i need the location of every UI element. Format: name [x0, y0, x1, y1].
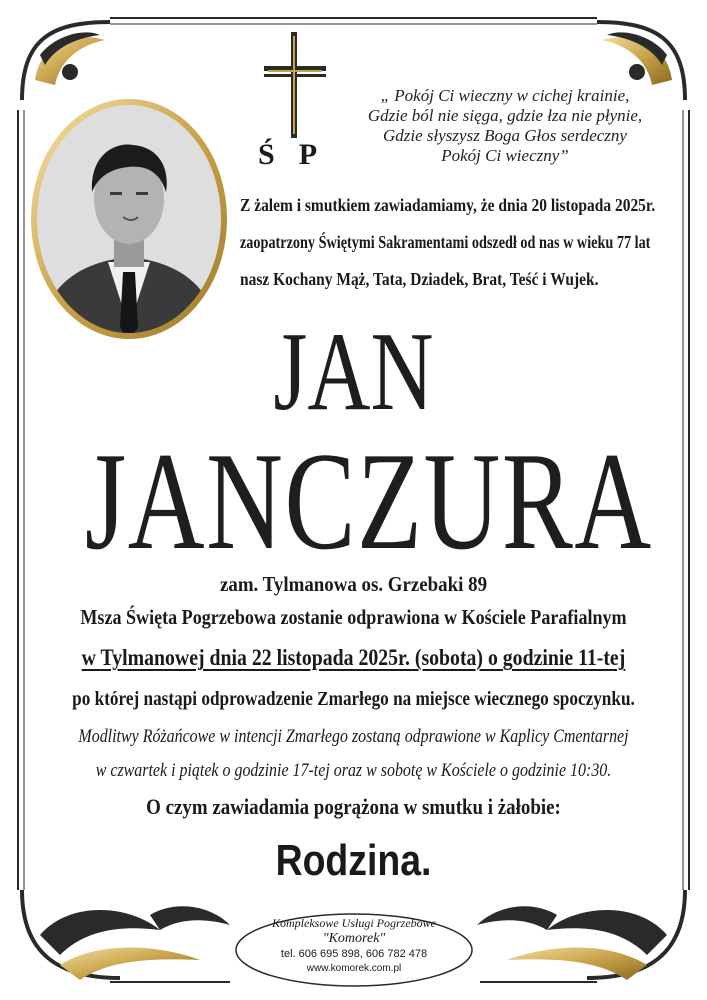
- sp-symbol: [258, 138, 341, 172]
- footer-services: Kompleksowe Usługi Pogrzebowe: [272, 916, 436, 930]
- sp-letter-p: P: [298, 138, 342, 171]
- announcement-line-2: zaopatrzony Świętymi Sakramentami odszedł od nas w wieku 77 lat: [240, 232, 651, 252]
- footer-company: "Komorek": [322, 931, 386, 946]
- sp-letter-s: Ś: [258, 138, 299, 171]
- prayers-line-2: w czwartek i piątek o godzinie 17-tej oraz w sobotę w Kościele o godzinie 10:30.: [95, 760, 612, 781]
- bottom-left-ornament: [22, 890, 230, 980]
- announcement-line-1: Z żalem i smutkiem zawiadamiamy, że dnia 20 listopada 2025r.: [240, 195, 656, 215]
- top-left-ornament: [22, 22, 110, 100]
- poem-line-2: Gdzie ból nie sięga, gdzie łza nie płynie,: [367, 106, 643, 125]
- funeral-line-3: po której nastąpi odprowadzenie Zmarłego na miejsce wiecznego spoczynku.: [72, 688, 635, 710]
- announcement: [240, 187, 680, 298]
- family-signature: Rodzina.: [275, 836, 432, 885]
- funeral-line-1: Msza Święta Pogrzebowa zostanie odprawiona w Kościele Parafialnym: [80, 605, 627, 629]
- funeral-line-2: w Tylmanowej dnia 22 listopada 2025r. (sobota) o godzinie 11-tej: [81, 645, 626, 670]
- cross-icon: [256, 32, 336, 142]
- announcement-line-3: nasz Kochany Mąż, Tata, Dziadek, Brat, Teść i Wujek.: [240, 269, 599, 289]
- footer-phone: tel. 606 695 898, 606 782 478: [280, 948, 428, 960]
- footer-website: www.komorek.com.pl: [306, 963, 402, 974]
- poem-line-4: Pokój Ci wieczny”: [441, 146, 569, 165]
- deceased-last-name: JANCZURA: [84, 424, 653, 579]
- prayers-line-1: Modlitwy Różańcowe w intencji Zmarłego zostaną odprawione w Kaplicy Cmentarnej: [78, 726, 629, 747]
- bottom-right-ornament: [477, 890, 685, 980]
- address: zam. Tylmanowa os. Grzebaki 89: [219, 572, 488, 596]
- funeral-home-footer: [240, 915, 468, 985]
- portrait-photo: [28, 97, 230, 342]
- poem: [340, 86, 670, 166]
- deceased-first-name: JAN: [273, 310, 434, 434]
- poem-line-1: „ Pokój Ci wieczny w cichej krainie,: [380, 86, 630, 105]
- notify-line: O czym zawiadamia pogrążona w smutku i żałobie:: [146, 794, 561, 819]
- poem-line-3: Gdzie słyszysz Boga Głos serdeczny: [383, 126, 627, 145]
